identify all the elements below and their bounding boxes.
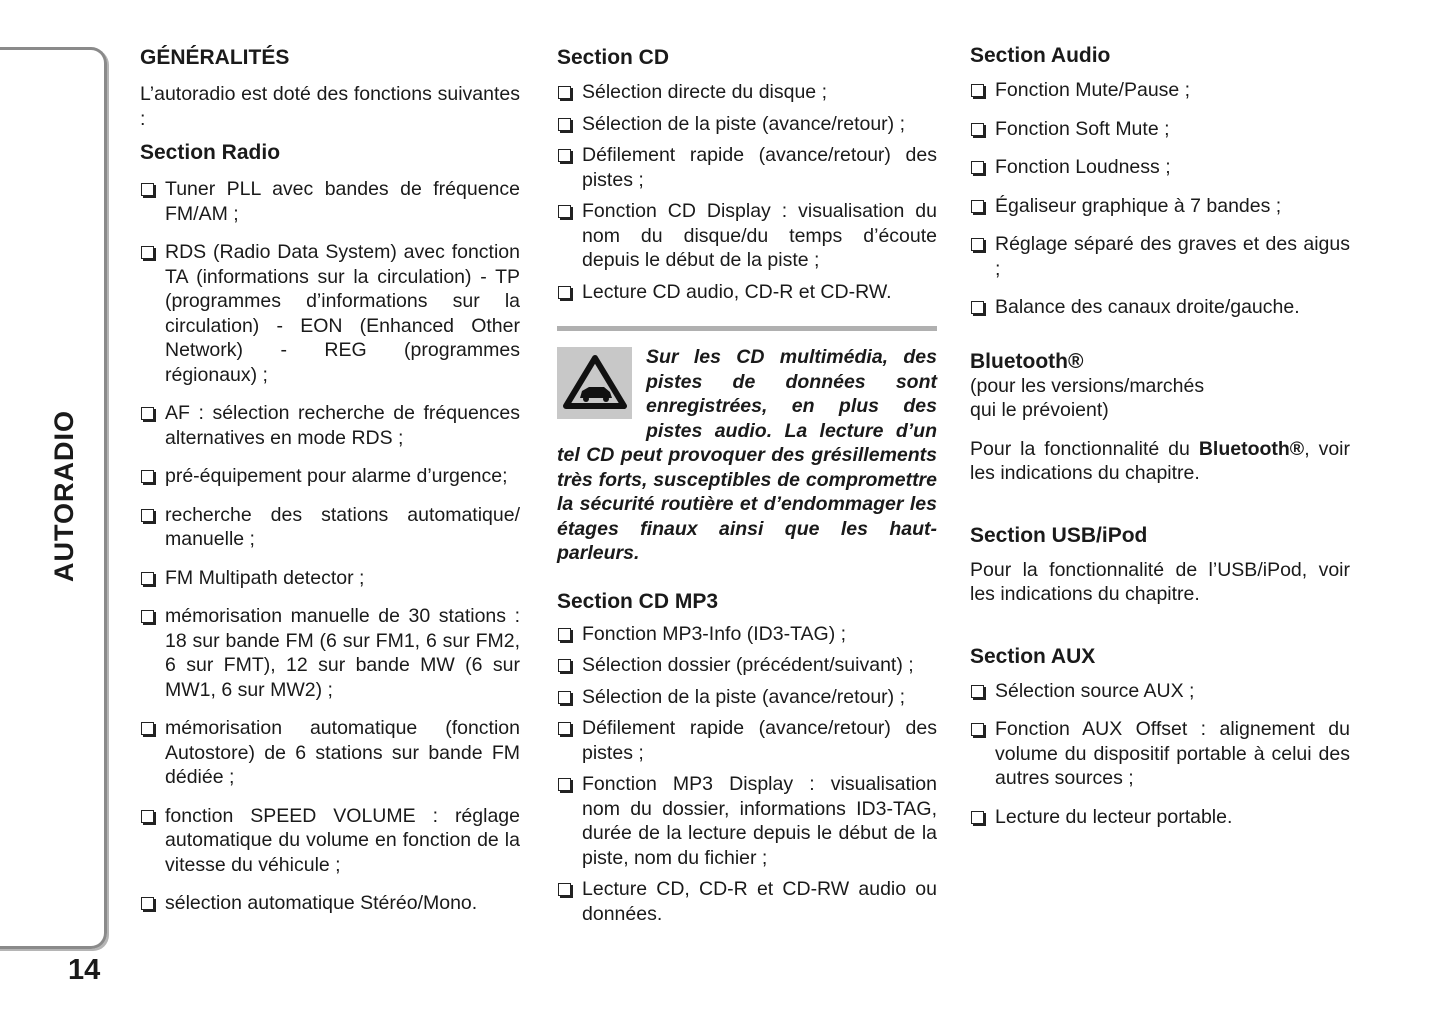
cd-heading: Section CD [557, 46, 670, 69]
list-item-text: Lecture du lecteur portable. [995, 805, 1233, 828]
list-item [140, 566, 520, 591]
checkbox-bullet-icon [971, 685, 984, 698]
divider [557, 326, 937, 331]
column-general [140, 44, 520, 930]
list-item-text: mémorisation manuelle de 30 stations : 18 sur bande FM (6 sur FM1, 6 sur FM2, 6 sur FMT), 12 sur bande MW (6 sur MW1, 6 sur MW2) ; [165, 605, 520, 701]
checkbox-bullet-icon [141, 509, 154, 522]
checkbox-bullet-icon [971, 238, 984, 251]
list-item [970, 78, 1350, 103]
checkbox-bullet-icon [558, 628, 571, 641]
list-item [970, 679, 1350, 704]
checkbox-bullet-icon [141, 897, 154, 910]
list-item-text: Sélection directe du disque ; [582, 81, 827, 103]
list-item-text: Fonction CD Display : visualisation du nom du disque/du temps d’écoute depuis le début de la piste ; [582, 200, 937, 271]
list-item [557, 199, 937, 273]
checkbox-bullet-icon [141, 183, 154, 196]
list-item-text: pré-équipement pour alarme d’urgence; [165, 465, 508, 487]
list-item [970, 155, 1350, 180]
bluetooth-text [970, 437, 1350, 486]
list-item-text: AF : sélection recherche de fréquences alternatives en mode RDS ; [165, 402, 520, 449]
page-number: 14 [68, 954, 101, 986]
checkbox-bullet-icon [558, 883, 571, 896]
bluetooth-note: (pour les versions/marchés qui le prévoient) [970, 374, 1205, 421]
audio-feature-list [970, 78, 1350, 320]
checkbox-bullet-icon [558, 286, 571, 299]
checkbox-bullet-icon [141, 246, 154, 259]
list-item-text: Fonction MP3 Display : visualisation nom du dossier, informations ID3-TAG, durée de la lecture depuis le début de la piste, nom du fichier ; [582, 773, 937, 869]
list-item-text: Sélection source AUX ; [995, 679, 1195, 702]
bluetooth-text-bold: Bluetooth® [1198, 437, 1305, 460]
checkbox-bullet-icon [971, 84, 984, 97]
list-item [140, 240, 520, 387]
list-item [557, 622, 937, 647]
warning-box [557, 345, 937, 566]
intro-text: L’autoradio est doté des fonctions suivantes : [140, 83, 520, 130]
radio-feature-list [140, 177, 520, 916]
checkbox-bullet-icon [971, 723, 984, 736]
list-item-text: Égaliseur graphique à 7 bandes ; [995, 194, 1282, 217]
bluetooth-text-after: , voir les indications du chapitre. [970, 437, 1350, 484]
list-item [557, 716, 937, 765]
aux-feature-list [970, 679, 1350, 830]
list-item-text: Défilement rapide (avance/retour) des pistes ; [582, 717, 937, 764]
list-item [970, 194, 1350, 219]
aux-heading: Section AUX [970, 644, 1096, 668]
checkbox-bullet-icon [971, 161, 984, 174]
list-item-text: Fonction MP3-Info (ID3-TAG) ; [582, 622, 847, 645]
checkbox-bullet-icon [558, 722, 571, 735]
list-item [970, 117, 1350, 142]
checkbox-bullet-icon [141, 470, 154, 483]
list-item-text: Balance des canaux droite/gauche. [995, 296, 1300, 318]
warning-triangle-car-icon [557, 347, 632, 419]
checkbox-bullet-icon [141, 722, 154, 735]
list-item-text: Sélection de la piste (avance/retour) ; [582, 112, 906, 135]
checkbox-bullet-icon [141, 407, 154, 420]
list-item-text: Fonction Soft Mute ; [995, 117, 1170, 140]
checkbox-bullet-icon [971, 811, 984, 824]
list-item-text: Sélection dossier (précédent/suivant) ; [582, 654, 914, 676]
checkbox-bullet-icon [558, 778, 571, 791]
checkbox-bullet-icon [558, 86, 571, 99]
list-item-text: Réglage séparé des graves et des aigus ; [995, 233, 1350, 280]
list-item [557, 280, 937, 305]
warning-text: Sur les CD multimédia, des pistes de données sont enregistrées, en plus des pistes audio. La lecture d’un tel CD peut provoquer des grésillements très forts, susceptibles de compromettre la sécurité routière et d’endommager les étages finaux ainsi que les haut-parleurs. [557, 346, 937, 564]
list-item [140, 716, 520, 790]
list-item [557, 112, 937, 137]
mp3-heading: Section CD MP3 [557, 589, 719, 613]
list-item-text: Défilement rapide (avance/retour) des pistes ; [582, 144, 937, 191]
list-item [557, 653, 937, 678]
list-item [557, 143, 937, 192]
list-item [970, 717, 1350, 791]
list-item [970, 805, 1350, 830]
list-item [140, 604, 520, 702]
bluetooth-heading: Bluetooth® [970, 349, 1084, 373]
list-item-text: Fonction Mute/Pause ; [995, 79, 1191, 101]
list-item [557, 877, 937, 926]
checkbox-bullet-icon [558, 659, 571, 672]
list-item-text: Lecture CD audio, CD-R et CD-RW. [582, 280, 892, 303]
list-item-text: Lecture CD, CD-R et CD-RW audio ou données. [582, 878, 937, 925]
usb-text: Pour la fonctionnalité de l’USB/iPod, voir les indications du chapitre. [970, 558, 1350, 605]
audio-heading: Section Audio [970, 44, 1111, 67]
list-item-text: fonction SPEED VOLUME : réglage automatique du volume en fonction de la vitesse du véhicule ; [165, 804, 520, 876]
list-item-text: Fonction AUX Offset : alignement du volume du dispositif portable à celui des autres sources ; [995, 718, 1350, 789]
checkbox-bullet-icon [558, 118, 571, 131]
list-item-text: mémorisation automatique (fonction Autostore) de 6 stations sur bande FM dédiée ; [165, 717, 520, 788]
checkbox-bullet-icon [558, 205, 571, 218]
list-item [970, 295, 1350, 320]
list-item-text: Fonction Loudness ; [995, 156, 1171, 178]
list-item-text: RDS (Radio Data System) avec fonction TA (informations sur la circulation) - TP (programmes d’informations sur la circulation) - EON (Enhanced Other Network) - REG (programmes régionaux) ; [165, 241, 520, 386]
list-item [140, 401, 520, 450]
list-item-text: sélection automatique Stéréo/Mono. [165, 892, 478, 914]
list-item [557, 685, 937, 710]
mp3-feature-list [557, 622, 937, 927]
checkbox-bullet-icon [971, 200, 984, 213]
cd-feature-list [557, 80, 937, 304]
usb-heading: Section USB/iPod [970, 523, 1148, 547]
list-item [557, 80, 937, 105]
list-item [140, 464, 520, 489]
list-item [140, 891, 520, 916]
checkbox-bullet-icon [558, 149, 571, 162]
checkbox-bullet-icon [971, 301, 984, 314]
general-heading: GÉNÉRALITÉS [140, 46, 290, 69]
checkbox-bullet-icon [141, 572, 154, 585]
list-item-text: Tuner PLL avec bandes de fréquence FM/AM ; [165, 178, 520, 225]
radio-heading: Section Radio [140, 141, 281, 164]
checkbox-bullet-icon [558, 691, 571, 704]
list-item-text: recherche des stations automatique/ manuelle ; [165, 503, 520, 550]
checkbox-bullet-icon [971, 123, 984, 136]
bluetooth-text-before: Pour la fonctionnalité du [970, 437, 1199, 460]
checkbox-bullet-icon [141, 810, 154, 823]
chapter-tab-label: AUTORADIO [48, 409, 79, 583]
column-cd [557, 44, 937, 933]
list-item-text: Sélection de la piste (avance/retour) ; [582, 685, 906, 708]
checkbox-bullet-icon [141, 610, 154, 623]
column-audio [970, 42, 1350, 843]
list-item [140, 177, 520, 226]
list-item [557, 772, 937, 870]
list-item [140, 804, 520, 878]
list-item-text: FM Multipath detector ; [165, 566, 365, 589]
list-item [970, 232, 1350, 281]
list-item [140, 503, 520, 552]
